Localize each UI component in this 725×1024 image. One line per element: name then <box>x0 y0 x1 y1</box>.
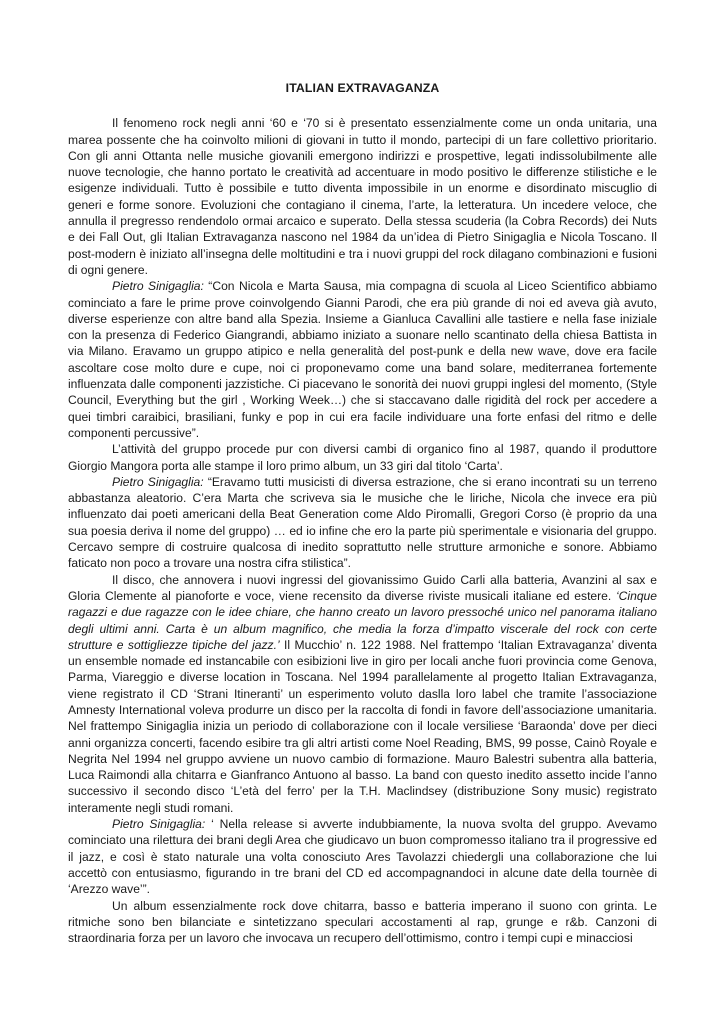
document-title: ITALIAN EXTRAVAGANZA <box>285 81 440 95</box>
paragraph-text: Un album essenzialmente rock dove chitarra, basso e batteria imperano il suono con grinta. Le ritmiche sono ben bilanciate e sintetizzano speculari accostamenti al rap, grunge e r&b. Canzoni di straordinaria forza per un lavoro che invocava un recupero dell’ottimismo, contro i tempi cupi e minacciosi <box>68 898 657 946</box>
paragraph-text: “Con Nicola e Marta Sausa, mia compagna di scuola al Liceo Scientifico abbiamo cominciato a fare le prime prove coinvolgendo Gianni Parodi, che era più grande di noi ed aveva già avuto, diverse esperienze con altre band alla Spezia. Insieme a Gianluca Cavallini alle tastiere e nella fase iniziale con la presenza di Federico Giangrandi, abbiamo iniziato a suonare nello scantinato della chiesa Battista in via Milano. Eravamo un gruppo atipico e nella generalità del post-punk e della new wave, dove era facile ascoltare cose molto dure e cupe, noi ci proponevamo come una band solare, mediterranea fortemente influenzata dalle componenti jazzistiche. Ci piacevano le sonorità dei nuovi gruppi inglesi del momento, (Style Council, Everything but the girl , Working Week…) che si staccavano dalle rigidità del rock per accedere a quei timbri caraibici, brasiliani, funky e pop in cui era facile individuare una forte enfasi del ritmo e delle componenti percussive”. <box>68 279 657 440</box>
paragraph-text: Il disco, che annovera i nuovi ingressi del giovanissimo Guido Carli alla batteria, Avanzini al sax e Gloria Clemente al pianoforte e voce, viene recensito da diverse riviste musicali italiane ed estere. <box>68 572 657 603</box>
speaker-label: Pietro Sinigaglia: <box>112 817 206 832</box>
paragraph-text: Il fenomeno rock negli anni ‘60 e ‘70 si è presentato essenzialmente come un onda unitaria, una marea possente che ha coinvolto milioni di giovani in tutto il mondo, partecipi di un fare collettivo prioritario. Con gli anni Ottanta nelle musiche giovanili emergono indirizzi e prospettive, legati indissolubilmente alle nuove tecnologie, che hanno portato le creatività ad accentuare in modo positivo le differenze stilistiche e le esigenze individuali. Tutto è possibile e tutto diventa impossibile in un enorme e disordinato miscuglio di generi e forme sonore. Evoluzioni che contagiano il cinema, l’arte, la letteratura. Un incedere veloce, che annulla il pregresso rendendolo ormai arcaico e superato. Della stessa scuderia (la Cobra Records) dei Nuts e dei Fall Out, gli Italian Extravaganza nascono nel 1984 da un’idea di Pietro Sinigaglia e Nicola Toscano. Il post-modern è iniziato all’insegna delle moltitudini e tra i nuovi gruppi del rock dilagano combinazioni e fusioni di ogni genere. <box>68 116 657 277</box>
speaker-label: Pietro Sinigaglia: <box>112 279 204 294</box>
speaker-label: Pietro Sinigaglia: <box>112 474 204 489</box>
paragraph-reviews <box>68 572 657 816</box>
paragraph-quote-3 <box>68 816 657 897</box>
paragraph-quote-2 <box>68 474 657 572</box>
paragraph-album-review <box>68 898 657 947</box>
review-quote: ‘Cinque ragazzi e due ragazze con le idee chiare, che hanno creato un lavoro pressoché unico nel panorama italiano degli ultimi anni. Carta è un album magnifico, che media la forza d’impatto viscerale del rock con certe strutture e sottigliezze tipiche del jazz.’ <box>68 588 657 652</box>
document-page <box>68 80 657 946</box>
paragraph-text: L’attività del gruppo procede pur con diversi cambi di organico fino al 1987, quando il produttore Giorgio Mangora porta alle stampe il loro primo album, un 33 giri dal titolo ‘Carta’. <box>68 442 657 473</box>
paragraph-text: “Eravamo tutti musicisti di diversa estrazione, che si erano incontrati su un terreno abbastanza aleatorio. C’era Marta che scriveva sia le musiche che le liriche, Nicola che invece era più influenzato dai poeti americani della Beat Generation come Aldo Piromalli, Gregori Corso (è proprio da una sua poesia deriva il nome del gruppo) … ed io infine che ero la parte più sperimentale e visionaria del gruppo. Cercavo sempre di costruire qualcosa di inedito soprattutto nelle strutture armoniche e sonore. Abbiamo faticato non poco a trovare una nostra cifra stilistica”. <box>68 474 657 571</box>
paragraph-text: ‘ Nella release si avverte indubbiamente, la nuova svolta del gruppo. Avevamo cominciato una rilettura dei brani degli Area che giudicavo un buon compromesso italiano tra il progressive ed il jazz, e così è stato naturale una volta conosciuto Ares Tavolazzi chiedergli una collaborazione che lui accettò con entusiasmo, figurando in tre brani del CD ed accompagnandoci in alcune date della tournèe di ‘Arezzo wave’”. <box>68 817 657 897</box>
paragraph-intro <box>68 115 657 278</box>
paragraph-first-album <box>68 441 657 474</box>
paragraph-quote-1 <box>68 278 657 441</box>
paragraph-text: Il Mucchio’ n. 122 1988. Nel frattempo ‘Italian Extravaganza’ diventa un ensemble nomade ed instancabile con esibizioni live in giro per locali anche fuori provincia come Genova, Parma, Viareggio e diverse location in Toscana. Nel 1994 parallelamente al progetto Italian Extravaganza, viene registrato il CD ‘Strani Itineranti’ un esperimento voluto daslla loro label che tramite l’associazione Amnesty International voleva produrre un disco per la raccolta di fondi in favore dell’associazione umanitaria. Nel frattempo Sinigaglia inizia un periodo di collaborazione con il locale versiliese ‘Baraonda’ dove per dieci anni organizza concerti, facendo esibire tra gli altri artisti come Noel Reading, BMS, 99 posse, Cainò Royale e Negrita Nel 1994 nel gruppo avviene un nuovo cambio di formazione. Mauro Balestri subentra alla batteria, Luca Raimondi alla chitarra e Gianfranco Antuono al basso. La band con questo inedito assetto incide l’anno successivo il secondo disco ‘L’età del ferro’ per la T.H. Maclindsey (distribuzione Sony music) registrato interamente negli studi romani. <box>68 637 657 815</box>
